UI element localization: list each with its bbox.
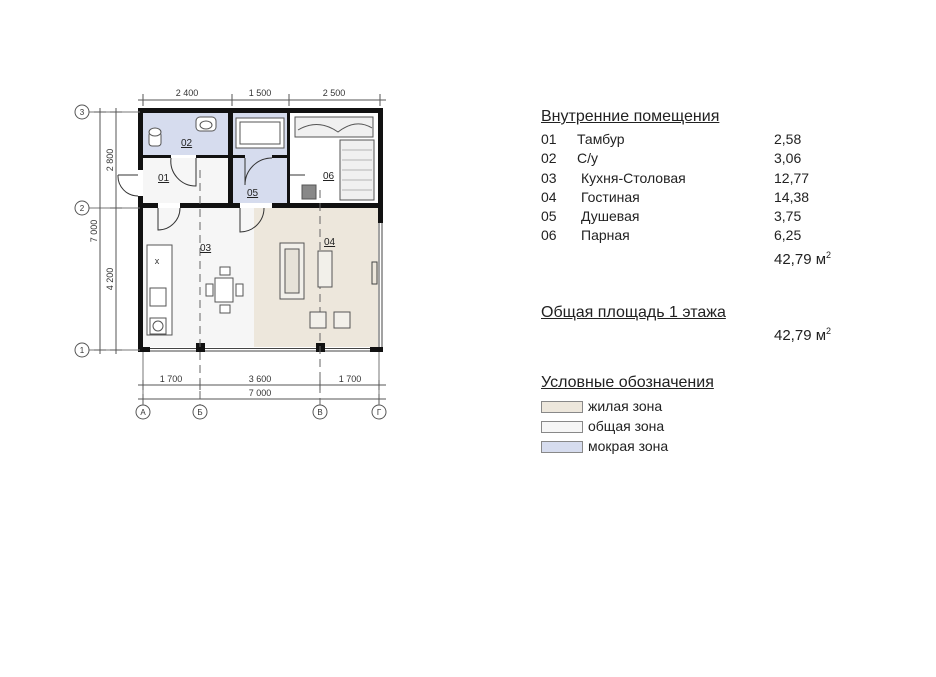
room-name: Парная [581,227,630,244]
room-tag-03: 03 [200,243,212,254]
legend-swatch-living [541,401,583,413]
legend-label: жилая зона [588,397,663,414]
axis-g: Г [376,408,382,417]
room-name: С/у [577,150,598,167]
rooms-title: Внутренние помещения [541,108,720,125]
room-area: 12,77 [774,169,810,186]
dim-left-total: 7 000 [89,219,99,243]
dim-bottom-2: 3 600 [248,374,272,384]
floor-area-value: 42,79 м [774,326,827,344]
room-row [541,149,841,168]
floor-area [774,326,831,344]
dim-left-1: 2 800 [105,148,115,172]
legend-item [541,436,841,456]
room-num: 06 [541,227,557,244]
zone-vestibule [143,158,228,203]
room-num: 03 [541,169,557,186]
axis-2: 2 [79,204,85,213]
floor-area-unit: 2 [826,325,832,336]
room-num: 02 [541,150,557,167]
room-tag-05: 05 [247,188,259,199]
kitchen-hob-mark: x [154,256,160,266]
dim-left-2: 4 200 [105,267,115,291]
room-row [541,130,841,149]
room-tag-02: 02 [181,138,193,149]
room-row [541,188,841,207]
rooms-total [774,250,831,268]
axis-b: Б [197,408,203,417]
room-name: Гостиная [581,188,640,205]
room-num: 01 [541,131,557,147]
room-tag-01: 01 [158,173,170,184]
legend-swatch-common [541,421,583,433]
rooms-total-unit: 2 [826,249,832,260]
rooms-total-value: 42,79 м [774,250,827,268]
rooms-legend [541,108,841,456]
legend-title: Условные обозначения [541,373,714,391]
room-name: Тамбур [577,131,625,147]
room-num: 05 [541,208,557,225]
legend-item [541,396,841,416]
floor-area-row [541,326,841,348]
room-area: 3,06 [774,150,802,167]
room-num: 04 [541,188,557,205]
dim-bottom-total: 7 000 [248,388,272,398]
floor-area-title: Общая площадь 1 этажа [541,303,726,321]
room-row [541,207,841,226]
room-name: Душевая [581,208,640,225]
room-area: 6,25 [774,227,802,244]
legend-label: общая зона [588,417,665,434]
room-row [541,169,841,188]
axis-v: В [317,408,323,417]
dim-bottom-3: 1 700 [338,374,362,384]
dim-top-3: 2 500 [322,88,346,98]
legend-swatch-wet [541,441,583,453]
room-tag-04: 04 [324,237,336,248]
room-area: 3,75 [774,208,802,225]
axis-a: А [140,408,146,417]
room-row [541,226,841,245]
dim-top-1: 2 400 [175,88,199,98]
room-area: 14,38 [774,188,810,205]
legend-item [541,416,841,436]
axis-1: 1 [79,346,85,355]
floor-plan [0,0,520,440]
room-name: Кухня-Столовая [581,169,686,186]
legend-label: мокрая зона [588,437,669,454]
dim-bottom-1: 1 700 [159,374,183,384]
rooms-total-row [541,246,841,272]
dim-top-2: 1 500 [248,88,272,98]
axis-3: 3 [79,108,85,117]
room-tag-06: 06 [323,171,335,182]
room-area: 2,58 [774,131,802,147]
